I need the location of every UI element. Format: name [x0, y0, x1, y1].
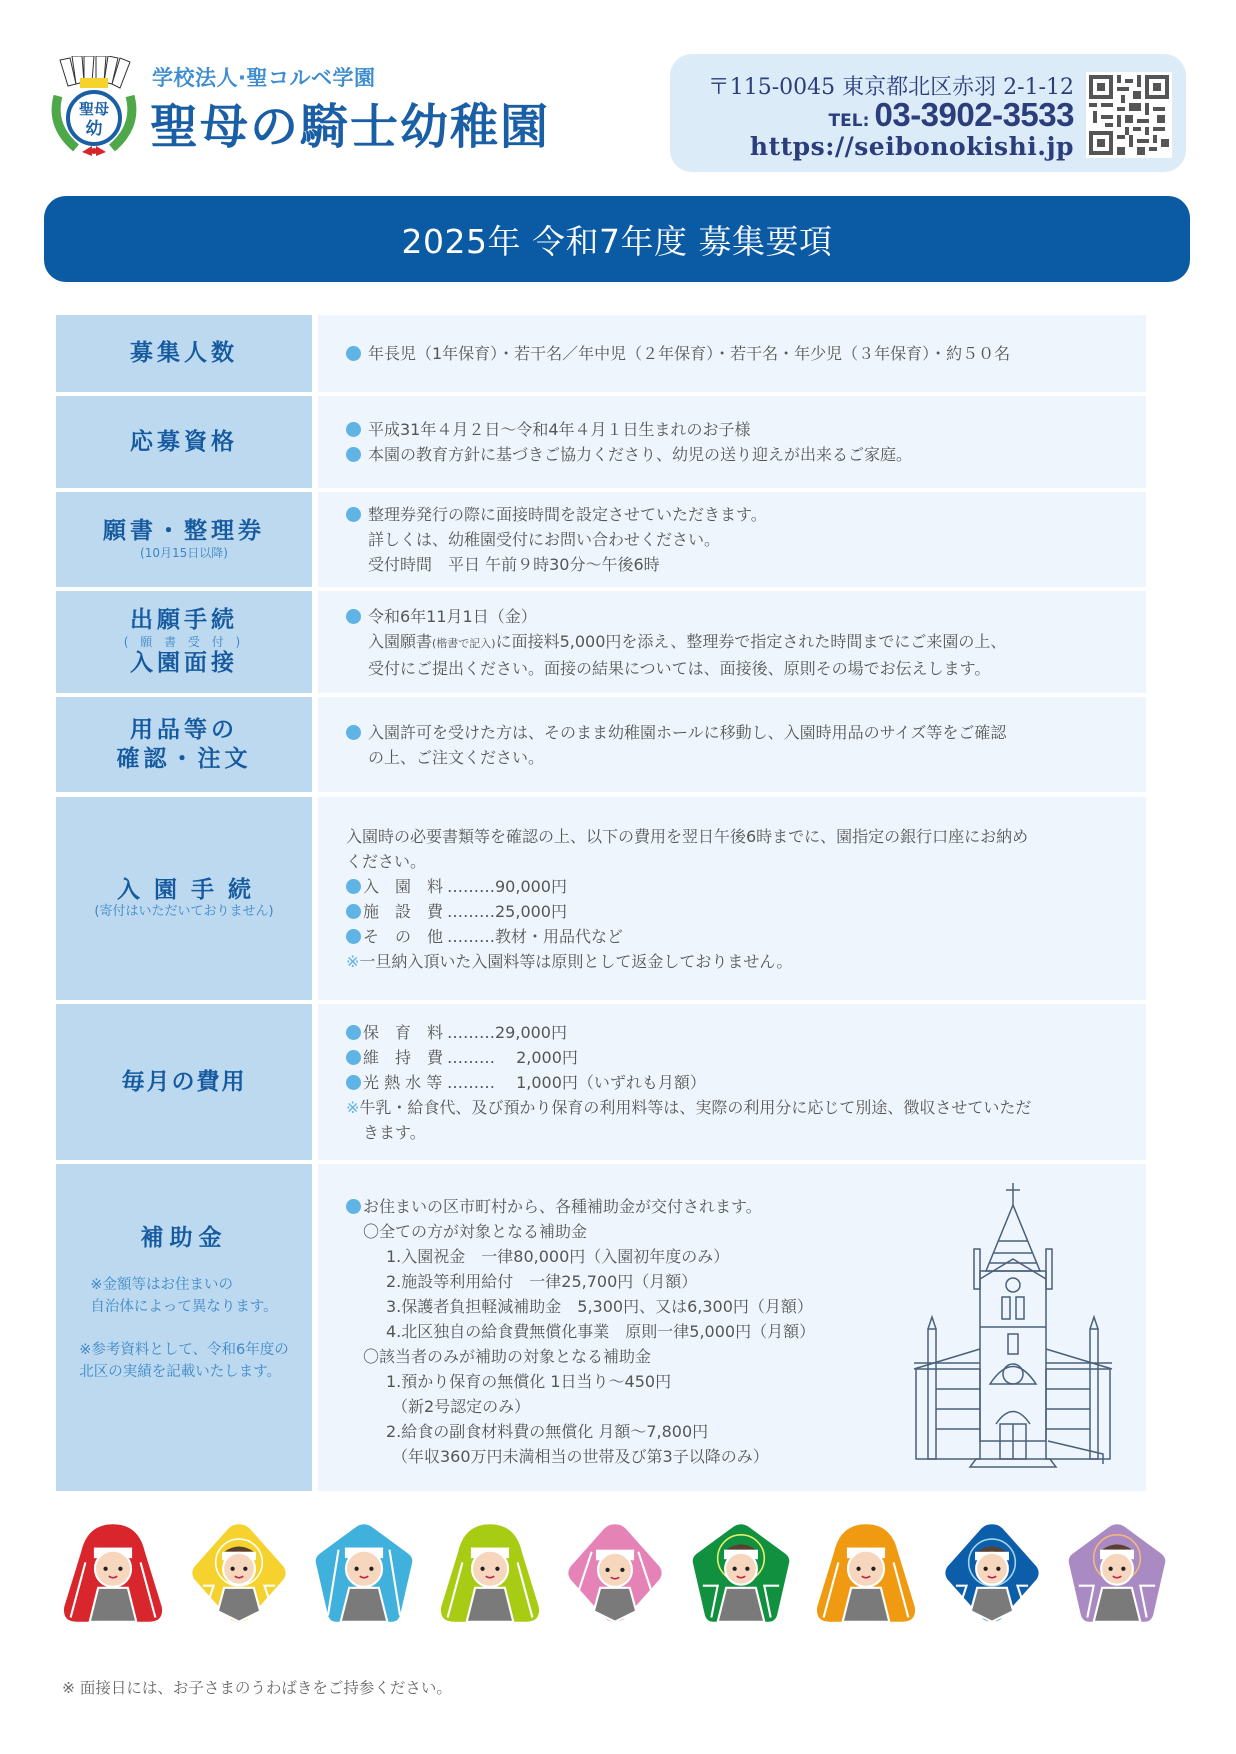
subsidy-item: 1.預かり保育の無償化 1日当り〜450円: [386, 1372, 672, 1391]
org-subtitle: 学校法人·聖コルベ学園: [152, 66, 376, 90]
row-content: [318, 591, 1146, 693]
row-monthly: [56, 1004, 1146, 1160]
row-application-ticket: [56, 492, 1146, 587]
fee-value: ………29,000円: [447, 1022, 567, 1042]
mascot-nun-yellow-icon: [186, 1520, 292, 1626]
row-label: [56, 797, 312, 1000]
subsidy-note-1: [90, 1275, 277, 1319]
enrollment-intro: 入園時の必要書類等を確認の上、以下の費用を翌日午後6時までに、園指定の銀行口座にお納め: [346, 826, 1029, 846]
procedure-text: に面接料5,000円を添え、整理券で指定された時間までにご来園の上、: [495, 631, 1007, 651]
subsidy-intro: お住まいの区市町村から、各種補助金が交付されます。: [363, 1197, 762, 1216]
fee-entry: [346, 874, 1146, 899]
bullet-icon: [346, 447, 361, 462]
supplies-text: 入園許可を受けた方は、そのまま幼稚園ホールに移動し、入園時用品のサイズ等をご確認: [368, 722, 1007, 742]
row-label: [56, 697, 312, 792]
subsidy-item-note: （新2号認定のみ）: [392, 1397, 531, 1416]
label-sub: (寄付はいただいておりません): [94, 904, 274, 920]
page-title: 2025年 令和7年度 募集要項: [401, 221, 833, 261]
bullet-icon: [346, 904, 361, 919]
label-sub: (10月15日以降): [140, 546, 228, 561]
row-content: [318, 697, 1146, 792]
label-procedure: 出願手続: [130, 607, 238, 634]
bullet-icon: [346, 1075, 361, 1090]
bullet-icon: [346, 1025, 361, 1040]
row-procedure-interview: [56, 591, 1146, 693]
row-label: [56, 591, 312, 693]
subsidy-note-2: [79, 1340, 289, 1384]
mascot-nun-pink-icon: [562, 1520, 668, 1626]
subsidy-item: 2.給食の副食材料費の無償化 月額〜7,800円: [386, 1422, 709, 1441]
school-emblem-logo: [46, 56, 142, 160]
subsidy-group-all: 〇全ての方が対象となる補助金: [363, 1222, 588, 1241]
bullet-icon: [346, 609, 361, 624]
label-supplies: 用品等の: [130, 716, 238, 743]
supplies-text: の上、ご注文ください。: [368, 747, 545, 767]
church-illustration: [898, 1179, 1128, 1469]
ticket-hours: 受付時間 平日 午前９時30分〜午後6時: [368, 555, 660, 574]
capacity-text: 年長児（1年保育）・若干名／年中児（２年保育）・若干名・年少児（３年保育）・約５０名: [368, 344, 1011, 363]
eligibility-birth-range: 平成31年４月２日〜令和4年４月１日生まれのお子様: [368, 420, 751, 439]
fee-name: 保 育 料: [363, 1022, 444, 1042]
fee-entry: [346, 899, 1146, 924]
fee-value: ………90,000円: [447, 876, 567, 896]
mascot-nun-green-icon: [688, 1520, 794, 1626]
svg-text:聖母: 聖母: [78, 100, 110, 118]
row-enrollment: [56, 797, 1146, 1000]
mascot-row: [60, 1520, 1170, 1630]
ticket-text: 整理券発行の際に面接時間を設定させていただきます。: [368, 505, 767, 524]
bullet-icon: [346, 422, 361, 437]
fee-name: 維 持 費: [363, 1047, 444, 1067]
row-label: [56, 396, 312, 488]
bullet-icon: [346, 879, 361, 894]
mascot-nun-lime-icon: [437, 1520, 543, 1626]
bullet-icon: [346, 346, 361, 361]
label-enrollment: 入園手続: [117, 876, 265, 903]
label-subsidy: 補助金: [140, 1225, 228, 1251]
fee-value: ……… 2,000円: [447, 1047, 578, 1067]
bullet-icon: [346, 1050, 361, 1065]
contact-box: [670, 54, 1186, 172]
row-capacity: [56, 315, 1146, 392]
subsidy-group-eligible: 〇該当者のみが補助の対象となる補助金: [363, 1347, 652, 1366]
bullet-icon: [346, 929, 361, 944]
eligibility-family: 本園の教育方針に基づきご協力くださり、幼児の送り迎えが出来るご家庭。: [368, 445, 913, 464]
application-date: 令和6年11月1日（金）: [368, 606, 537, 626]
fee-entry: [346, 1020, 1146, 1045]
row-eligibility: [56, 396, 1146, 488]
address: 〒115-0045 東京都北区赤羽 2-1-12: [707, 75, 1074, 100]
phone: [829, 96, 1074, 134]
fee-value: ………教材・用品代など: [447, 926, 624, 946]
tel-number[interactable]: 03-3902-3533: [874, 96, 1074, 133]
mascot-nun-cyan-icon: [311, 1520, 417, 1626]
refund-note: 一旦納入頂いた入園料等は原則として返金しておりません。: [359, 951, 793, 971]
subsidy-item: 1.入園祝金 一律80,000円（入園初年度のみ）: [386, 1247, 730, 1266]
row-label: [56, 1164, 312, 1491]
label-sub: ( 願 書 受 付 ): [123, 634, 245, 649]
note-line: ※参考資料として、令和6年度の: [79, 1342, 289, 1359]
mascot-nun-red-icon: [60, 1520, 166, 1626]
row-label: [56, 492, 312, 587]
row-content: [318, 1004, 1146, 1160]
row-label: [56, 315, 312, 392]
monthly-note: 牛乳・給食代、及び預かり保育の利用料等は、実際の利用分に応じて別途、徴収させていただ: [359, 1097, 1032, 1117]
fee-name: そ の 他: [363, 926, 444, 946]
row-subsidy: [56, 1164, 1146, 1491]
note-mark: ※: [346, 1097, 360, 1117]
procedure-text: 入園願書: [368, 631, 433, 651]
fee-value: ……… 1,000円（いずれも月額）: [447, 1072, 706, 1092]
row-label: [56, 1004, 312, 1160]
svg-text:幼: 幼: [85, 119, 103, 139]
label-eligibility: 応募資格: [130, 428, 238, 455]
note-line: 自治体によって異なります。: [90, 1298, 278, 1315]
row-content: [318, 315, 1146, 392]
procedure-note: (楷書で記入): [432, 636, 496, 650]
label-monthly: 毎月の費用: [121, 1068, 247, 1095]
label-capacity: 募集人数: [130, 340, 238, 367]
footnote: ※ 面接日には、お子さまのうわばきをご持参ください。: [62, 1679, 452, 1697]
enrollment-intro: ください。: [346, 851, 427, 871]
bullet-icon: [346, 1199, 361, 1214]
label-order: 確認・注文: [116, 745, 252, 772]
note-line: 北区の実績を記載いたします。: [79, 1364, 282, 1380]
subsidy-item: 3.保護者負担軽減補助金 5,300円、又は6,300円（月額）: [386, 1297, 813, 1316]
monthly-note: きます。: [363, 1122, 426, 1142]
row-content: [318, 1164, 1146, 1491]
bullet-icon: [346, 507, 361, 522]
page-title-band: [44, 196, 1190, 282]
note-line: ※金額等はお住まいの: [90, 1276, 233, 1293]
website-link[interactable]: https://seibonokishi.jp: [749, 132, 1074, 161]
ticket-inquiry: 詳しくは、幼稚園受付にお問い合わせください。: [368, 530, 721, 549]
mascot-nun-purple-icon: [1064, 1520, 1170, 1626]
fee-entry: [346, 1070, 1146, 1095]
bullet-icon: [346, 725, 361, 740]
row-content: [318, 797, 1146, 1000]
fee-entry: [346, 1045, 1146, 1070]
fee-value: ………25,000円: [447, 901, 567, 921]
subsidy-item-note: （年収360万円未満相当の世帯及び第3子以降のみ）: [392, 1447, 769, 1466]
row-content: [318, 492, 1146, 587]
fee-entry: [346, 924, 1146, 949]
mascot-nun-blue-icon: [939, 1520, 1045, 1626]
label-application-ticket: 願書・整理券: [103, 518, 265, 545]
subsidy-item: 2.施設等利用給付 一律25,700円（月額）: [386, 1272, 698, 1291]
kindergarten-name: 聖母の騎士幼稚園: [150, 99, 551, 155]
tel-label: TEL:: [828, 111, 870, 131]
row-supplies: [56, 697, 1146, 792]
note-mark: ※: [346, 951, 360, 971]
fee-name: 施 設 費: [363, 901, 444, 921]
fee-name: 入 園 料: [363, 876, 444, 896]
row-content: [318, 396, 1146, 488]
subsidy-item: 4.北区独自の給食費無償化事業 原則一律5,000円（月額）: [386, 1322, 816, 1341]
fee-name: 光 熱 水 等: [363, 1072, 443, 1092]
mascot-nun-orange-icon: [813, 1520, 919, 1626]
label-interview: 入園面接: [130, 650, 238, 677]
qr-code-icon[interactable]: [1086, 72, 1172, 158]
procedure-result: 受付にご提出ください。面接の結果については、面接後、原則その場でお伝えします。: [368, 658, 991, 678]
